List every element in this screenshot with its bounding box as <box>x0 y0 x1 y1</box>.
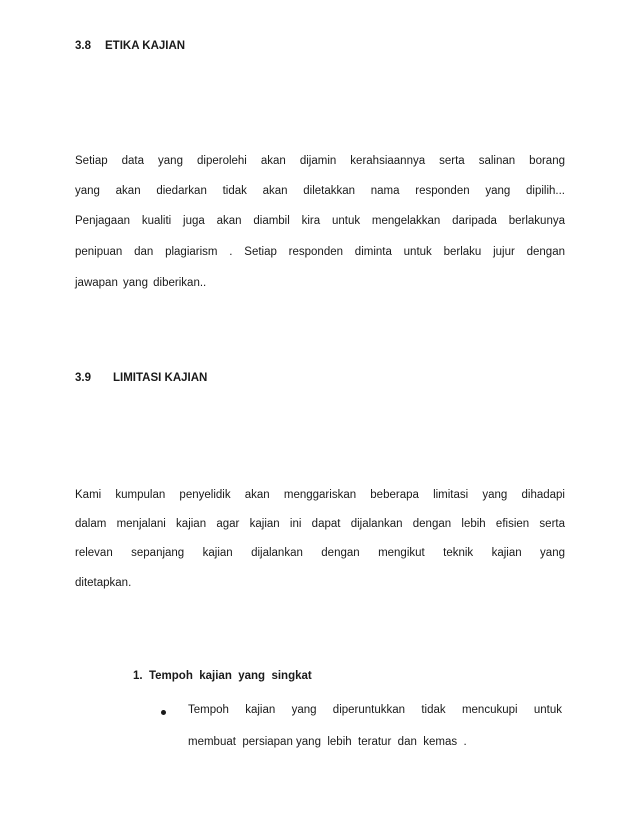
paragraph-line: Penjagaan kualiti juga akan diambil kira untuk mengelakkan daripada berlakunya <box>75 215 565 227</box>
section-title: LIMITASI KAJIAN <box>113 372 208 384</box>
paragraph-line: relevan sepanjang kajian dijalankan dengan mengikut teknik kajian yang <box>75 547 565 559</box>
bullet-icon <box>161 710 166 715</box>
section-number: 3.9 <box>75 372 91 384</box>
section-title: ETIKA KAJIAN <box>105 40 186 52</box>
list-item-title: 1. Tempoh kajian yang singkat <box>133 670 312 682</box>
bullet-line: Tempoh kajian yang diperuntukkan tidak mencukupi untuk <box>188 704 562 716</box>
paragraph-line: penipuan dan plagiarism . Setiap responden diminta untuk berlaku jujur dengan <box>75 246 565 258</box>
paragraph-line: Setiap data yang diperolehi akan dijamin kerahsiaannya serta salinan borang <box>75 155 565 167</box>
paragraph-line: dalam menjalani kajian agar kajian ini dapat dijalankan dengan lebih efisien serta <box>75 518 565 530</box>
paragraph-limitasi-kajian <box>75 0 565 826</box>
section-number: 3.8 <box>75 40 91 52</box>
bullet-line: membuat persiapan yang lebih teratur dan kemas . <box>188 736 467 748</box>
paragraph-line: ditetapkan. <box>75 577 132 589</box>
paragraph-line: yang akan diedarkan tidak akan diletakkan nama responden yang dipilih... <box>75 185 565 197</box>
paragraph-line: Kami kumpulan penyelidik akan menggariskan beberapa limitasi yang dihadapi <box>75 489 565 501</box>
paragraph-line: jawapan yang diberikan.. <box>75 277 207 289</box>
